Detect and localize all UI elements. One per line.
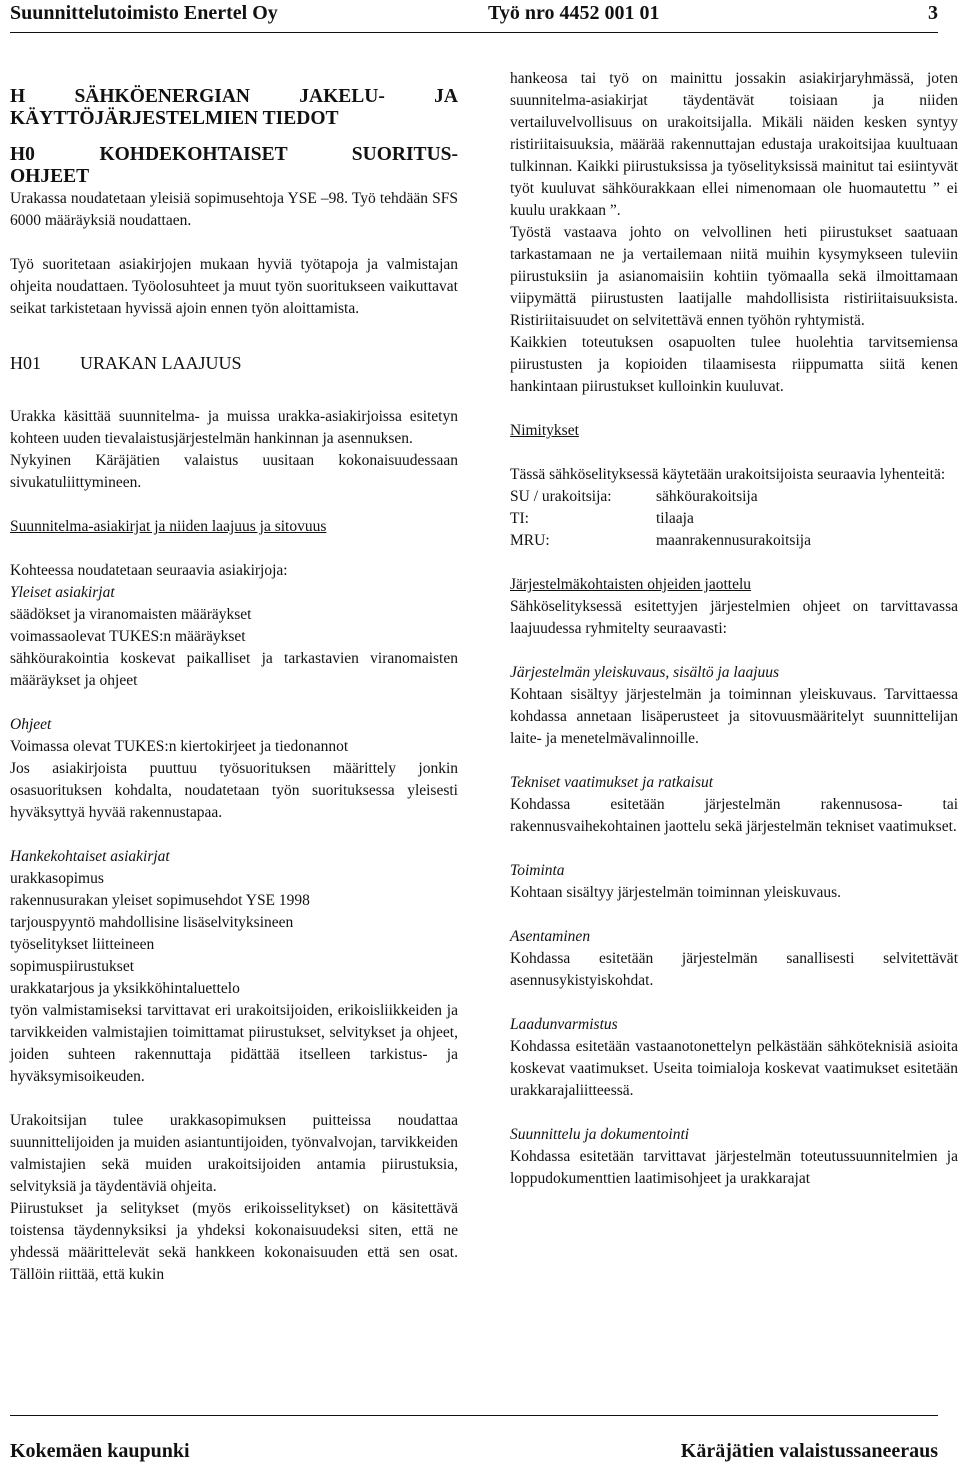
instructions-item: Voimassa olevat TUKES:n kiertokirjeet ja tiedonannot <box>10 738 349 755</box>
project-item: tarjouspyyntö mahdollisine lisäselvityksineen <box>10 914 294 931</box>
technical-heading: Tekniset vaatimukset ja ratkaisut <box>510 774 714 791</box>
installation-heading: Asentaminen <box>510 928 591 945</box>
responsibility-paragraph: Työstä vastaava johto on velvollinen heti piirustukset saatuaan tarkastamaan ne ja vertailemaan niitä muihin kysymykseen tuleviin piirustuksiin ja asianomaisiin kohtiin työmaalla sekä ilmoittamaan viipymättä piirustusten laatijalle mahdollisista ristiriitaisuuksista. Ristiriitaisuudet on selvitettävä ennen työhön ryhtymistä. <box>510 224 958 329</box>
abbreviations-intro: Tässä sähköselityksessä käytetään urakoitsijoista seuraavia lyhenteitä: <box>510 466 946 483</box>
section-h01-title: URAKAN LAAJUUS <box>80 353 242 373</box>
general-item: sähköurakointia koskevat paikalliset ja tarkastavien viranomaisten määräykset ja ohjeet <box>10 650 458 689</box>
operation-heading: Toiminta <box>510 862 565 879</box>
project-item: työn valmistamiseksi tarvittavat eri urakoitsijoiden, erikoisliikkeiden ja tarvikkeiden valmistajien toimittamat piirustukset, selvitykset ja ohjeet, joiden suhteen rakennuttaja pidättää itselleen tarkistus- ja hyväksymisoikeuden. <box>10 1002 458 1085</box>
abbreviation-value: tilaaja <box>656 510 694 527</box>
project-item: sopimuspiirustukset <box>10 958 135 975</box>
project-documents-heading: Hankekohtaiset asiakirjat <box>10 848 170 865</box>
abbreviation-row <box>510 508 958 530</box>
abbreviation-row <box>510 530 958 552</box>
abbreviation-row <box>510 486 958 508</box>
drawings-paragraph: Piirustukset ja selitykset (myös erikoisselitykset) on käsitettävä toistensa täydennyksiksi ja yhdeksi kokonaisuudeksi siten, että ne yhdessä määrittelevät sekä hankkeen kokonaisuuden että sen osat. Tällöin riittää, että kukin <box>10 1200 458 1283</box>
section-h0-title-line2: OHJEET <box>10 166 90 187</box>
general-documents-heading: Yleiset asiakirjat <box>10 584 115 601</box>
documents-intro: Kohteessa noudatetaan seuraavia asiakirjoja: <box>10 562 288 579</box>
instructions-item: Jos asiakirjoista puuttuu työsuorituksen määrittely jonkin osasuorituksen kohdalta, noudatetaan työn suorituksessa yleisesti hyväksyttyä hyvää rakennustapaa. <box>10 760 458 821</box>
project-item: rakennusurakan yleiset sopimusehdot YSE 1998 <box>10 892 310 909</box>
scope-paragraph-1: Urakka käsittää suunnitelma- ja muissa urakka-asiakirjoissa esitetyn kohteen uuden tievalaistusjärjestelmän hankinnan ja asennuksen. <box>10 408 458 447</box>
left-column <box>10 68 458 1286</box>
design-paragraph: Kohdassa esitetään tarvittavat järjestelmän toteutussuunnitelmien ja loppudokumenttien laatimisohjeet ja urakkarajat <box>510 1148 958 1187</box>
copies-paragraph: Kaikkien toteutuksen osapuolten tulee huolehtia tarvitsemiensa piirustusten ja kopioiden tilaamisesta riippumatta siitä kenen hankintaan piirustukset kulloinkin kuuluvat. <box>510 334 958 395</box>
continued-paragraph: hankeosa tai työ on mainittu jossakin asiakirjaryhmässä, joten suunnitelma-asiakirjat täydentävät toisiaan ja niiden vertailuvelvollisuus on urakoitsijalla. Mikäli näiden kesken syntyy ristiriitaisuuksia, määrää rakennuttajan edustaja urakoitsijaa kuultuaan tulkinnan. Kaikki piirustuksissa ja työselityksissä mainitut tai esiintyvät työt kuuluvat sähköurakkaan ellei nimenomaan ole huomautettu ” ei kuulu urakkaan ”. <box>510 70 958 219</box>
abbreviation-key: MRU: <box>510 532 550 549</box>
system-instructions-heading: Järjestelmäkohtaisten ohjeiden jaottelu <box>510 576 752 593</box>
header-company: Suunnittelutoimisto Enertel Oy <box>10 2 278 24</box>
general-item: säädökset ja viranomaisten määräykset <box>10 606 252 623</box>
system-instructions-paragraph: Sähköselityksessä esitettyjen järjestelmien ohjeet on tarvittavassa laajuudessa ryhmitelty seuraavasti: <box>510 598 958 637</box>
intro-paragraph: Urakassa noudatetaan yleisiä sopimusehtoja YSE –98. Työ tehdään SFS 6000 määräyksiä noudattaen. <box>10 190 458 229</box>
project-item: urakkatarjous ja yksikköhintaluettelo <box>10 980 240 997</box>
header-page-number: 3 <box>928 2 938 24</box>
overview-paragraph: Kohtaan sisältyy järjestelmän ja toiminnan yleiskuvaus. Tarvittaessa kohdassa annetaan lisäperusteet ja sitovuusmääritelyt suunnittelijan laite- ja menetelmävalinnoille. <box>510 686 958 747</box>
contractor-paragraph: Urakoitsijan tulee urakkasopimuksen puitteissa noudattaa suunnittelijoiden ja muiden asiantuntijoiden, työnvalvojan, tarvikkeiden valmistajien sekä muiden urakoitsijoiden antamia piirustuksia, selvityksiä ja täydentäviä ohjeita. <box>10 1112 458 1195</box>
right-column <box>510 68 958 1190</box>
project-item: työselitykset liitteineen <box>10 936 155 953</box>
quality-paragraph: Kohdassa esitetään vastaanotonettelyn pelkästään sähköteknisiä asioita koskevat vaatimukset. Useita toimialoja koskevat vaatimukset esitetään urakkarajaliitteessä. <box>510 1038 958 1099</box>
section-h-title-line2: KÄYTTÖJÄRJESTELMIEN TIEDOT <box>10 108 339 129</box>
abbreviation-key: TI: <box>510 510 529 527</box>
overview-heading: Järjestelmän yleiskuvaus, sisältö ja laajuus <box>510 664 780 681</box>
abbreviation-value: maanrakennusurakoitsija <box>656 532 811 549</box>
footer-project: Käräjätien valaistussaneeraus <box>680 1440 938 1462</box>
instructions-heading: Ohjeet <box>10 716 52 733</box>
operation-paragraph: Kohtaan sisältyy järjestelmän toiminnan yleiskuvaus. <box>510 884 842 901</box>
footer-client: Kokemäen kaupunki <box>10 1440 190 1462</box>
abbreviation-value: sähköurakoitsija <box>656 488 758 505</box>
page-header <box>10 0 938 33</box>
installation-paragraph: Kohdassa esitetään järjestelmän sanallisesti selvitettävät asennusykistyiskohdat. <box>510 950 958 989</box>
page-footer <box>10 1415 938 1462</box>
work-practice-paragraph: Työ suoritetaan asiakirjojen mukaan hyviä työtapoja ja valmistajan ohjeita noudattaen. Työolosuhteet ja muut työn suoritukseen vaikuttavat seikat tarkistetaan hyvissä ajoin ennen työn aloittamista. <box>10 256 458 317</box>
quality-heading: Laadunvarmistus <box>510 1016 618 1033</box>
section-h01-heading <box>10 352 458 374</box>
design-heading: Suunnittelu ja dokumentointi <box>510 1126 690 1143</box>
header-job-number: Työ nro 4452 001 01 <box>488 2 660 24</box>
section-h0-title-line1: H0 KOHDEKOHTAISET SUORITUS- <box>10 144 458 165</box>
documents-heading: Suunnitelma-asiakirjat ja niiden laajuus ja sitovuus <box>10 518 327 535</box>
section-h-title-line1: H SÄHKÖENERGIAN JAKELU- JA <box>10 86 458 107</box>
project-item: urakkasopimus <box>10 870 104 887</box>
technical-paragraph: Kohdassa esitetään järjestelmän rakennusosa- tai rakennusvaihekohtainen jaottelu sekä järjestelmän tekniset vaatimukset. <box>510 796 958 835</box>
abbreviation-key: SU / urakoitsija: <box>510 488 612 505</box>
scope-paragraph-2: Nykyinen Käräjätien valaistus uusitaan kokonaisuudessaan sivukatuliittymineen. <box>10 452 458 491</box>
section-h01-code: H01 <box>10 353 41 373</box>
general-item: voimassaolevat TUKES:n määräykset <box>10 628 246 645</box>
names-heading: Nimitykset <box>510 422 579 439</box>
